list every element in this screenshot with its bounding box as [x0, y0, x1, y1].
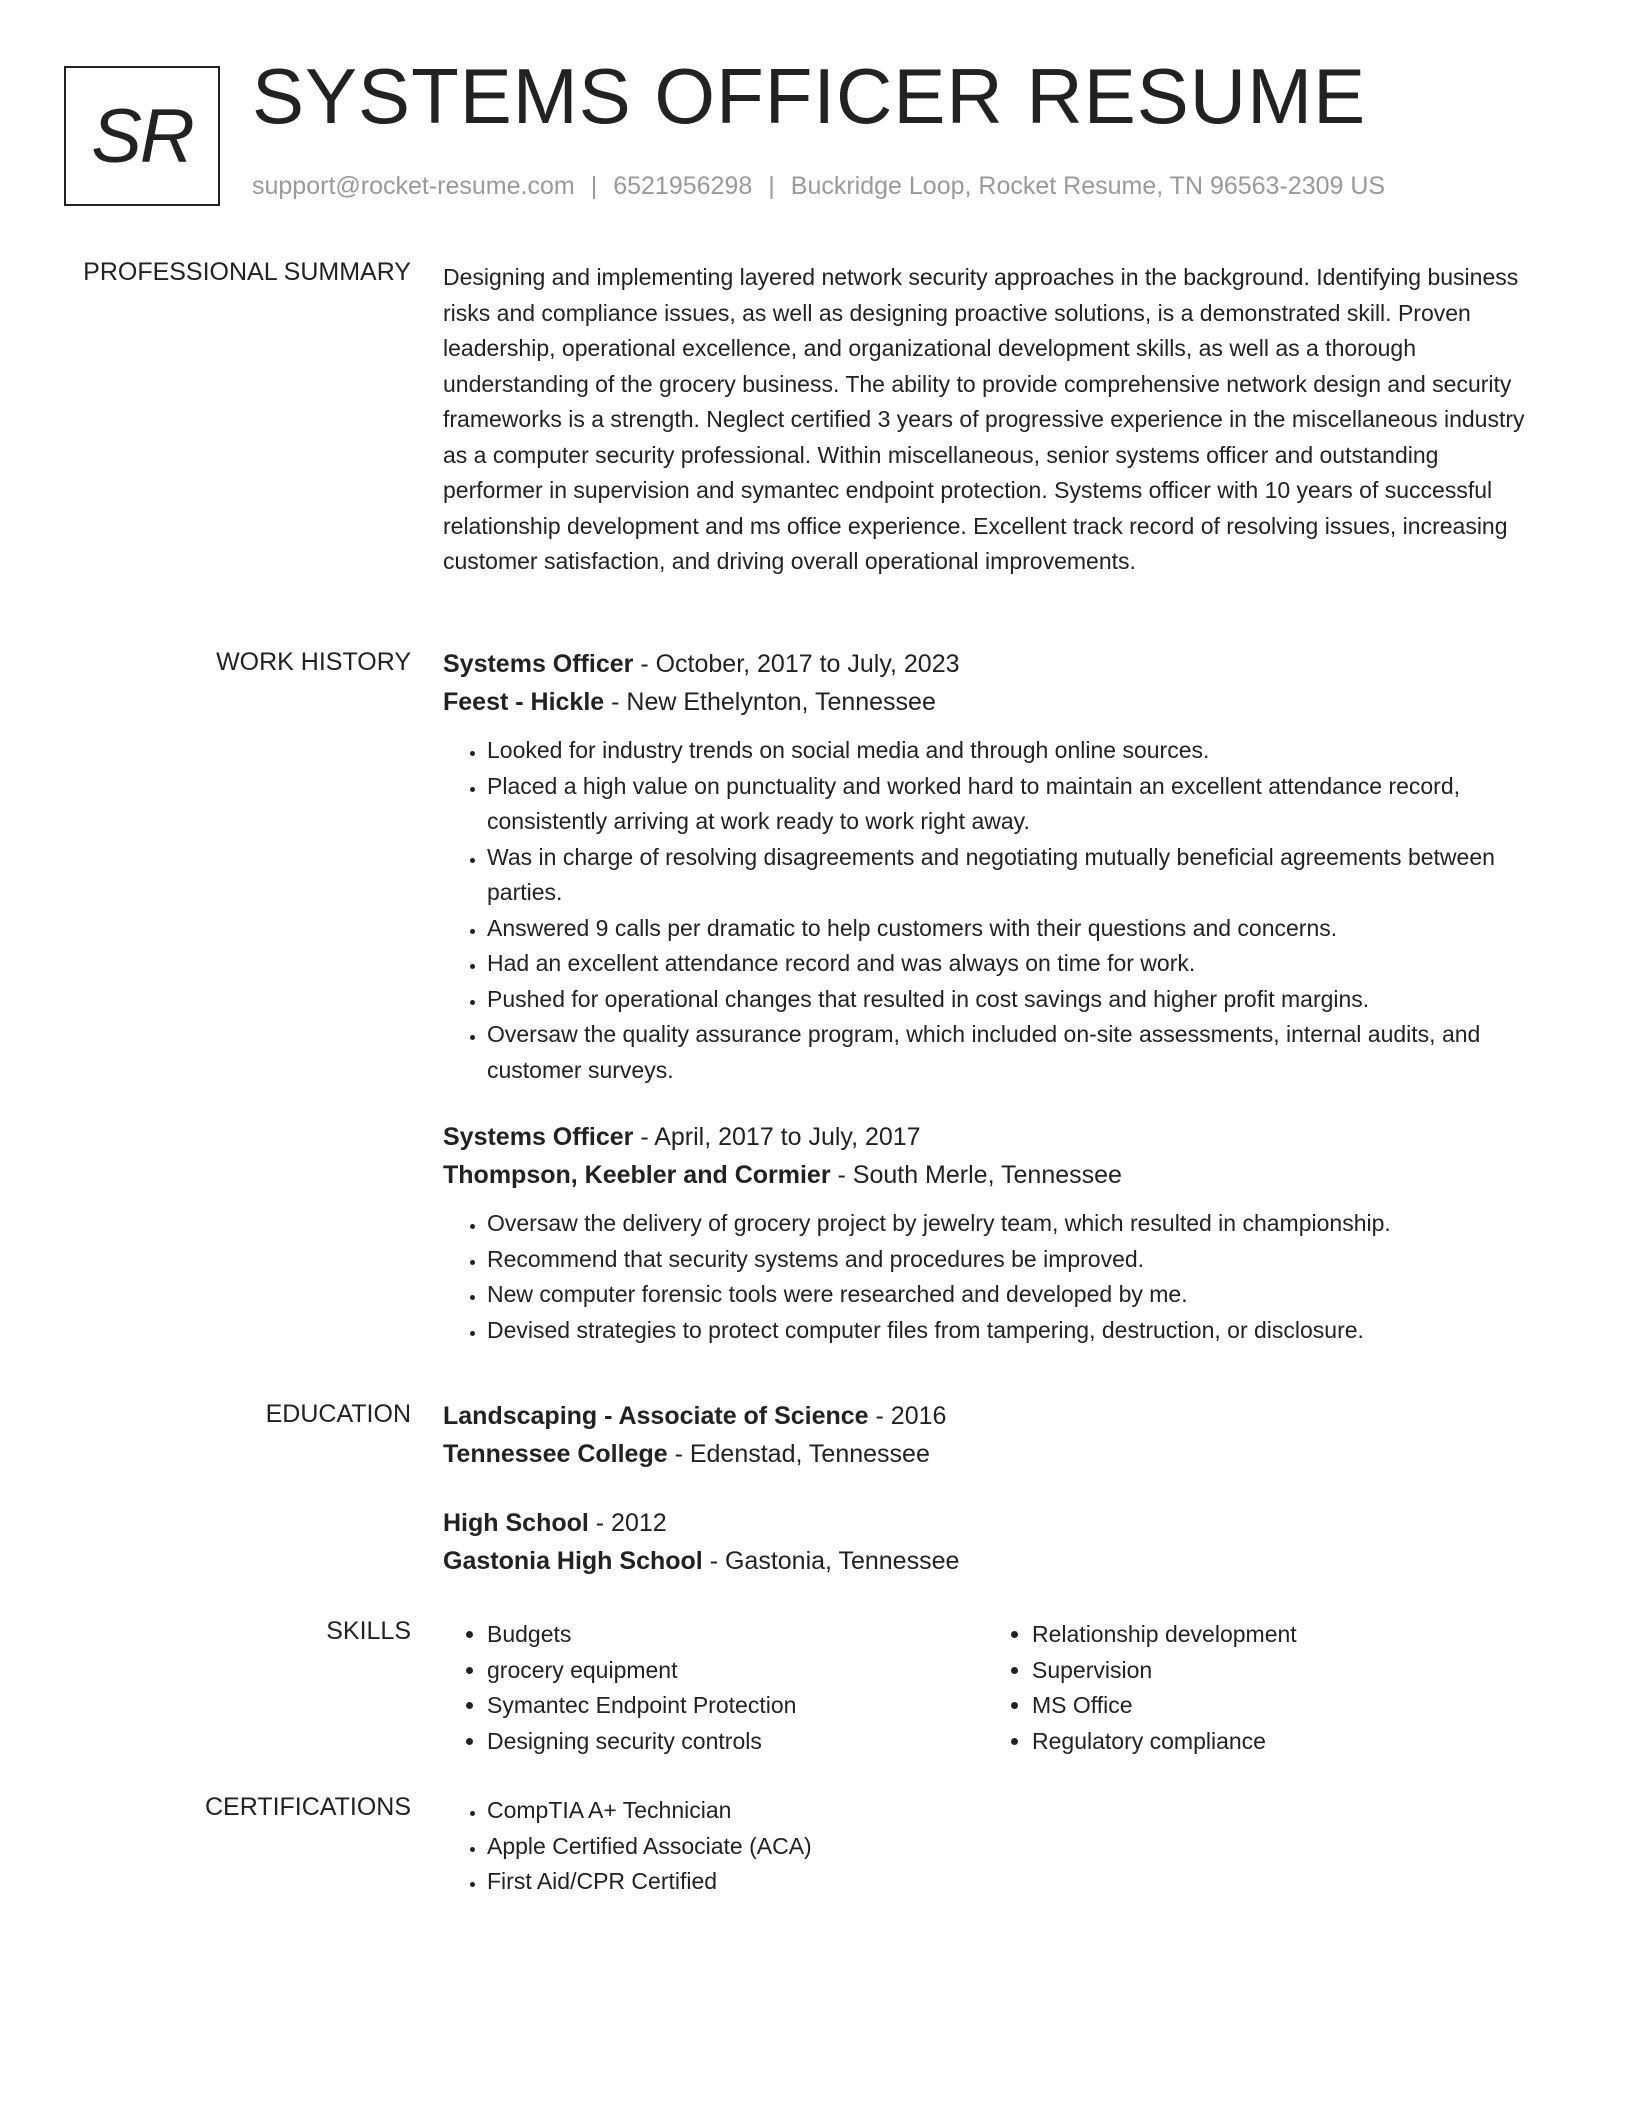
skill-item: • grocery equipment	[487, 1653, 988, 1689]
section-label-skills: SKILLS	[326, 1617, 411, 1645]
section-label-education: EDUCATION	[265, 1400, 411, 1428]
job-bullet: • Placed a high value on punctuality and worked hard to maintain an excellent attendance record, consistently arriving at work ready to work right away.	[487, 769, 1543, 840]
education-entry	[443, 1504, 1543, 1580]
contact-separator: |	[590, 172, 598, 200]
job-bullet: • Answered 9 calls per dramatic to help customers with their questions and concerns.	[487, 911, 1543, 947]
skill-item: • Budgets	[487, 1617, 988, 1653]
education-degree-line	[443, 1397, 1543, 1435]
contact-separator: |	[768, 172, 775, 200]
contact-line	[252, 172, 1385, 201]
section-label-certifications: CERTIFICATIONS	[204, 1793, 411, 1821]
job-bullet: • Was in charge of resolving disagreements and negotiating mutually beneficial agreements between parties.	[487, 840, 1543, 911]
job-title-line	[443, 1118, 1543, 1156]
skill-item: • Relationship development	[1032, 1617, 1533, 1653]
job-entry	[443, 645, 1543, 1088]
skills-columns	[443, 1617, 1543, 1759]
job-entry	[443, 1118, 1543, 1348]
job-location: - New Ethelynton, Tennessee	[604, 688, 936, 716]
job-location: - South Merle, Tennessee	[830, 1161, 1122, 1189]
contact-email: support@rocket-resume.com	[252, 172, 575, 200]
job-title: Systems Officer	[443, 650, 634, 678]
education-school: Tennessee College	[443, 1440, 668, 1468]
skill-item: • Symantec Endpoint Protection	[487, 1688, 988, 1724]
job-bullet: • Pushed for operational changes that resulted in cost savings and higher profit margins.	[487, 982, 1543, 1018]
education-degree: High School	[443, 1509, 589, 1537]
certifications-list	[443, 1793, 1543, 1900]
section-label-work-history: WORK HISTORY	[216, 648, 411, 676]
contact-address: Buckridge Loop, Rocket Resume, TN 96563-2309 US	[790, 172, 1386, 200]
education-school-line	[443, 1435, 1543, 1473]
job-bullet: • Looked for industry trends on social media and through online sources.	[487, 733, 1543, 769]
certification-item: • CompTIA A+ Technician	[487, 1793, 1543, 1829]
job-dates: - April, 2017 to July, 2017	[633, 1123, 921, 1151]
job-bullets	[443, 733, 1543, 1088]
skills-list-left	[443, 1617, 988, 1759]
education-year: - 2012	[588, 1509, 667, 1537]
page-title: SYSTEMS OFFICER RESUME	[252, 52, 1367, 140]
contact-phone: 6521956298	[613, 172, 753, 200]
job-bullet: • Recommend that security systems and procedures be improved.	[487, 1242, 1543, 1278]
job-company-line	[443, 683, 1543, 721]
job-title-line	[443, 645, 1543, 683]
summary-text: Designing and implementing layered network security approaches in the background. Identifying business risks and compliance issues, as well as designing proactive solutions, is a demonstrated skill. Proven leadership, operational excellence, and organizational development skills, as well as a thorough understanding of the grocery business. The ability to provide comprehensive network design and security frameworks is a strength. Neglect certified 3 years of progressive experience in the miscellaneous industry as a computer security professional. Within miscellaneous, senior systems officer and outstanding performer in supervision and symantec endpoint protection. Systems officer with 10 years of successful relationship development and ms office experience. Excellent track record of resolving issues, increasing customer satisfaction, and driving overall operational improvements.	[443, 264, 1525, 574]
education-year: - 2016	[868, 1402, 947, 1430]
education-school: Gastonia High School	[443, 1547, 703, 1575]
skill-item: • Regulatory compliance	[1032, 1724, 1533, 1760]
job-company: Thompson, Keebler and Cormier	[443, 1161, 831, 1189]
job-bullet: • Oversaw the delivery of grocery project by jewelry team, which resulted in championship.	[487, 1206, 1543, 1242]
monogram-logo: SR	[64, 66, 220, 206]
job-company-line	[443, 1156, 1543, 1194]
education-entry	[443, 1397, 1543, 1473]
job-bullet: • New computer forensic tools were researched and developed by me.	[487, 1277, 1543, 1313]
skill-item: • Supervision	[1032, 1653, 1533, 1689]
education-degree-line	[443, 1504, 1543, 1542]
job-bullets	[443, 1206, 1543, 1348]
job-bullet: • Devised strategies to protect computer files from tampering, destruction, or disclosure.	[487, 1313, 1543, 1349]
skill-item: • Designing security controls	[487, 1724, 988, 1760]
certification-item: • Apple Certified Associate (ACA)	[487, 1829, 1543, 1865]
education-school-line	[443, 1542, 1543, 1580]
job-dates: - October, 2017 to July, 2023	[633, 650, 960, 678]
skill-item: • MS Office	[1032, 1688, 1533, 1724]
education-degree: Landscaping - Associate of Science	[443, 1402, 869, 1430]
job-company: Feest - Hickle	[443, 688, 605, 716]
job-bullet: • Had an excellent attendance record and was always on time for work.	[487, 946, 1543, 982]
job-title: Systems Officer	[443, 1123, 634, 1151]
skills-list-right	[988, 1617, 1533, 1759]
job-bullet: • Oversaw the quality assurance program, which included on-site assessments, internal audits, and customer surveys.	[487, 1017, 1543, 1088]
education-location: - Edenstad, Tennessee	[667, 1440, 930, 1468]
certification-item: • First Aid/CPR Certified	[487, 1864, 1543, 1900]
education-location: - Gastonia, Tennessee	[702, 1547, 960, 1575]
section-label-summary: PROFESSIONAL SUMMARY	[83, 258, 411, 286]
